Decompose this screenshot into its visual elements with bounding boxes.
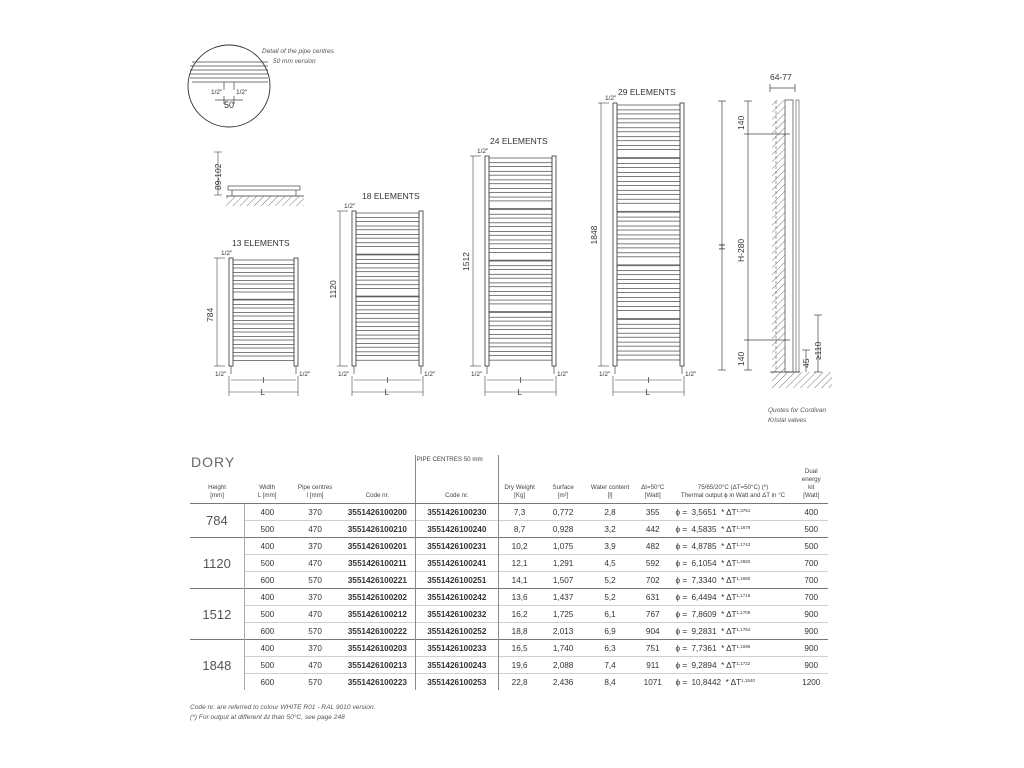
width-cell: 500: [244, 657, 290, 674]
water-cell: 6,1: [586, 606, 634, 623]
delta-t: * ΔT: [721, 626, 737, 636]
delta-t: * ΔT: [721, 609, 737, 619]
watt-cell: 482: [634, 538, 672, 555]
dual-kit-cell: 900: [795, 657, 829, 674]
side-caption-2: Kristal valves: [768, 417, 807, 424]
water-cell: 8,4: [586, 674, 634, 691]
detail-pipe-centres: 50: [224, 100, 235, 110]
weight-cell: 7,3: [499, 504, 541, 521]
height-cell: 1120: [190, 538, 244, 589]
width-cell: 500: [244, 606, 290, 623]
code-cell: 3551426100221: [340, 572, 415, 589]
radiator-4: [589, 87, 697, 397]
water-cell: 4,5: [586, 555, 634, 572]
footnotes: [190, 703, 375, 723]
radiator-elements-label: 24 ELEMENTS: [490, 136, 548, 146]
bottom-pipe-right: 1/2": [557, 371, 569, 378]
exponent: 1,1722: [736, 660, 751, 666]
width-cell: 600: [244, 623, 290, 640]
table-row: [190, 623, 828, 640]
width-cell: 500: [244, 521, 290, 538]
coefficient: 9,2831: [691, 626, 717, 636]
exponent: 1,1660: [736, 575, 751, 581]
exponent: 1,1696: [736, 643, 751, 649]
dual-kit-cell: 400: [795, 504, 829, 521]
surface-cell: 0,772: [540, 504, 586, 521]
pipe-centres-cell: 470: [290, 521, 340, 538]
header-width: Width L [mm]: [244, 467, 290, 504]
surface-cell: 2,013: [540, 623, 586, 640]
table-row: [190, 538, 828, 555]
code-cell: 3551426100203: [340, 640, 415, 657]
dual-kit-cell: 500: [795, 521, 829, 538]
code2-cell: 3551426100230: [415, 504, 498, 521]
phi-symbol: ϕ =: [675, 609, 688, 619]
code-cell: 3551426100200: [340, 504, 415, 521]
radiator-1: [205, 238, 311, 397]
phi-symbol: ϕ =: [675, 626, 688, 636]
pipe-centres-note: PIPE CENTRES 50 mm: [415, 455, 498, 467]
pipe-centres-cell: 470: [290, 555, 340, 572]
bottom-pipe-right: 1/2": [424, 371, 436, 378]
coefficient: 6,1054: [691, 558, 717, 568]
exponent: 1,2693: [736, 558, 751, 564]
code-cell: 3551426100213: [340, 657, 415, 674]
pipe-centres-cell: 570: [290, 674, 340, 691]
brand-title: DORY: [191, 453, 236, 470]
watt-cell: 702: [634, 572, 672, 589]
wall-mount-detail: [213, 152, 304, 206]
weight-cell: 18,8: [499, 623, 541, 640]
phi-symbol: ϕ =: [675, 507, 688, 517]
delta-t: * ΔT: [721, 558, 737, 568]
code2-cell: 3551426100251: [415, 572, 498, 589]
code-cell: 3551426100222: [340, 623, 415, 640]
header-surface: Surface [m²]: [540, 467, 586, 504]
radiator-elements-label: 18 ELEMENTS: [362, 191, 420, 201]
code2-cell: 3551426100241: [415, 555, 498, 572]
height-cell: 784: [190, 504, 244, 538]
width-cell: 400: [244, 504, 290, 521]
top-pipe-label: 1/2": [477, 148, 489, 155]
code-cell: 3551426100201: [340, 538, 415, 555]
phi-symbol: ϕ =: [675, 643, 688, 653]
footnote-colour: Code nr. are referred to colour WHITE R01 - RAL 9010 version.: [190, 704, 376, 711]
exponent: 1,1716: [736, 592, 751, 598]
side-caption-1: Quotes for Cordivan: [768, 407, 827, 414]
exponent: 1,1705: [736, 609, 751, 615]
bottom-pipe-right: 1/2": [685, 371, 697, 378]
pipe-centre-detail: [188, 45, 335, 127]
watt-cell: 355: [634, 504, 672, 521]
surface-cell: 0,928: [540, 521, 586, 538]
pipe-centres-cell: 570: [290, 572, 340, 589]
pipe-centres-cell: 470: [290, 657, 340, 674]
radiator-elements-label: 13 ELEMENTS: [232, 238, 290, 248]
exponent: 1,1679: [736, 524, 751, 530]
radiator-elements-label: 29 ELEMENTS: [618, 87, 676, 97]
width-cell: 400: [244, 538, 290, 555]
surface-cell: 1,725: [540, 606, 586, 623]
coefficient: 3,5651: [691, 507, 717, 517]
delta-t: * ΔT: [721, 575, 737, 585]
bottom-pipe-left: 1/2": [215, 371, 227, 378]
delta-t: * ΔT: [725, 677, 742, 687]
delta-t: * ΔT: [721, 660, 737, 670]
table-row: [190, 606, 828, 623]
exponent: 1,1764: [736, 626, 751, 632]
exponent: 1,1743: [736, 541, 751, 547]
table-row: [190, 521, 828, 538]
dual-kit-cell: 500: [795, 538, 829, 555]
delta-t: * ΔT: [721, 507, 737, 517]
table-row: [190, 674, 828, 691]
outer-width-label: L: [260, 388, 265, 397]
weight-cell: 14,1: [499, 572, 541, 589]
coefficient: 7,3340: [691, 575, 717, 585]
inner-width-label: l: [647, 376, 650, 385]
pipe-centres-cell: 370: [290, 538, 340, 555]
side-valve-offset: 45: [801, 358, 811, 368]
phi-symbol: ϕ =: [675, 524, 688, 534]
water-cell: 3,9: [586, 538, 634, 555]
surface-cell: 1,507: [540, 572, 586, 589]
detail-caption-2: 50 mm version: [273, 58, 316, 65]
weight-cell: 13,6: [499, 589, 541, 606]
footnote-output: (*) For output at different Δt than 50°C, see page 248: [190, 714, 345, 721]
weight-cell: 22,8: [499, 674, 541, 691]
side-top-width: 64-77: [770, 72, 792, 82]
surface-cell: 1,075: [540, 538, 586, 555]
code-cell: 3551426100223: [340, 674, 415, 691]
header-pipe-centres: Pipe centres l [mm]: [290, 467, 340, 504]
table-row: [190, 657, 828, 674]
pipe-centres-cell: 370: [290, 589, 340, 606]
delta-t: * ΔT: [721, 541, 737, 551]
water-cell: 2,8: [586, 504, 634, 521]
thermal-cell: [672, 674, 795, 691]
thermal-cell: [672, 538, 795, 555]
code2-cell: 3551426100252: [415, 623, 498, 640]
thermal-cell: [672, 555, 795, 572]
spec-table: [190, 455, 828, 690]
table-row: [190, 640, 828, 657]
bottom-pipe-right: 1/2": [299, 371, 311, 378]
header-code: Code nr.: [340, 467, 415, 504]
phi-symbol: ϕ =: [675, 558, 688, 568]
dual-kit-cell: 900: [795, 623, 829, 640]
outer-width-label: L: [384, 388, 389, 397]
pipe-centres-cell: 570: [290, 623, 340, 640]
coefficient: 4,5835: [691, 524, 717, 534]
dual-kit-cell: 700: [795, 589, 829, 606]
outer-width-label: L: [517, 388, 522, 397]
detail-caption-1: Detail of the pipe centres: [262, 48, 334, 55]
coefficient: 10,8442: [691, 677, 722, 687]
side-height: H: [717, 243, 727, 250]
pipe-centres-cell: 470: [290, 606, 340, 623]
width-cell: 400: [244, 640, 290, 657]
exponent: 1,1540: [741, 677, 755, 683]
top-pipe-label: 1/2": [221, 250, 233, 257]
top-pipe-label: 1/2": [605, 95, 617, 102]
surface-cell: 2,436: [540, 674, 586, 691]
height-cell: 1512: [190, 589, 244, 640]
weight-cell: 10,2: [499, 538, 541, 555]
watt-cell: 767: [634, 606, 672, 623]
radiator-front-views: [205, 87, 697, 397]
weight-cell: 8,7: [499, 521, 541, 538]
outer-width-label: L: [645, 388, 650, 397]
header-code2: Code nr.: [415, 467, 498, 504]
table-row: [190, 589, 828, 606]
thermal-cell: [672, 521, 795, 538]
surface-cell: 1,740: [540, 640, 586, 657]
watt-cell: 911: [634, 657, 672, 674]
coefficient: 9,2894: [691, 660, 717, 670]
radiator-height-label: 1120: [328, 280, 338, 299]
table-row: [190, 555, 828, 572]
delta-t: * ΔT: [721, 592, 737, 602]
water-cell: 6,3: [586, 640, 634, 657]
dual-kit-cell: 700: [795, 555, 829, 572]
header-thermal: 75/65/20°C (ΔT=50°C) (*) Thermal output ϕ in Watt and ΔT in °C: [672, 467, 795, 504]
weight-cell: 16,2: [499, 606, 541, 623]
watt-cell: 904: [634, 623, 672, 640]
code2-cell: 3551426100242: [415, 589, 498, 606]
header-dual: Dual energy kit [Watt]: [795, 467, 829, 504]
water-cell: 7,4: [586, 657, 634, 674]
pipe-centres-cell: 370: [290, 640, 340, 657]
detail-pipe-left: 1/2": [211, 89, 223, 96]
header-delta: Δt=50°C [Watt]: [634, 467, 672, 504]
coefficient: 4,8785: [691, 541, 717, 551]
dual-kit-cell: 900: [795, 640, 829, 657]
radiator-height-label: 1848: [589, 225, 599, 245]
width-cell: 600: [244, 572, 290, 589]
dual-kit-cell: 900: [795, 606, 829, 623]
table-row: [190, 572, 828, 589]
code2-cell: 3551426100253: [415, 674, 498, 691]
top-pipe-label: 1/2": [344, 203, 356, 210]
code-cell: 3551426100211: [340, 555, 415, 572]
width-cell: 500: [244, 555, 290, 572]
coefficient: 7,8609: [691, 609, 717, 619]
header-water: Water content [l]: [586, 467, 634, 504]
delta-t: * ΔT: [721, 643, 737, 653]
thermal-cell: [672, 504, 795, 521]
bottom-pipe-left: 1/2": [599, 371, 611, 378]
exponent: 1,3761: [736, 507, 751, 513]
dual-kit-cell: 1200: [795, 674, 829, 691]
surface-cell: 2,088: [540, 657, 586, 674]
water-cell: 5,2: [586, 572, 634, 589]
phi-symbol: ϕ =: [675, 592, 688, 602]
width-cell: 600: [244, 674, 290, 691]
coefficient: 7,7361: [691, 643, 717, 653]
inner-width-label: l: [519, 376, 522, 385]
header-weight: Dry Weight [Kg]: [499, 467, 541, 504]
surface-cell: 1,437: [540, 589, 586, 606]
radiator-2: [328, 191, 436, 397]
watt-cell: 592: [634, 555, 672, 572]
radiator-height-label: 784: [205, 307, 215, 322]
inner-width-label: l: [386, 376, 389, 385]
phi-symbol: ϕ =: [675, 575, 688, 585]
side-floor-clearance: ≥110: [813, 341, 823, 360]
coefficient: 6,4494: [691, 592, 717, 602]
thermal-cell: [672, 623, 795, 640]
wall-depth-label: 89-102: [213, 163, 223, 190]
side-bracket-span: H-280: [736, 238, 746, 262]
thermal-cell: [672, 572, 795, 589]
thermal-cell: [672, 657, 795, 674]
code-cell: 3551426100210: [340, 521, 415, 538]
weight-cell: 12,1: [499, 555, 541, 572]
bottom-pipe-left: 1/2": [338, 371, 350, 378]
pipe-centres-cell: 370: [290, 504, 340, 521]
height-cell: 1848: [190, 640, 244, 691]
delta-t: * ΔT: [721, 524, 737, 534]
code-cell: 3551426100212: [340, 606, 415, 623]
detail-pipe-right: 1/2": [236, 89, 248, 96]
radiator-3: [461, 136, 569, 397]
bottom-pipe-left: 1/2": [471, 371, 483, 378]
watt-cell: 751: [634, 640, 672, 657]
code2-cell: 3551426100231: [415, 538, 498, 555]
phi-symbol: ϕ =: [675, 677, 688, 687]
header-height: Height [mm]: [190, 467, 244, 504]
weight-cell: 19,6: [499, 657, 541, 674]
phi-symbol: ϕ =: [675, 660, 688, 670]
thermal-cell: [672, 589, 795, 606]
code2-cell: 3551426100240: [415, 521, 498, 538]
code2-cell: 3551426100243: [415, 657, 498, 674]
side-bottom-bracket: 140: [736, 351, 746, 366]
radiator-height-label: 1512: [461, 252, 471, 271]
watt-cell: 1071: [634, 674, 672, 691]
width-cell: 400: [244, 589, 290, 606]
detail-circle: [188, 45, 270, 127]
thermal-cell: [672, 606, 795, 623]
detail-bars: [190, 62, 268, 104]
dual-kit-cell: 700: [795, 572, 829, 589]
surface-cell: 1,291: [540, 555, 586, 572]
thermal-cell: [672, 640, 795, 657]
weight-cell: 16,5: [499, 640, 541, 657]
water-cell: 5,2: [586, 589, 634, 606]
watt-cell: 631: [634, 589, 672, 606]
phi-symbol: ϕ =: [675, 541, 688, 551]
watt-cell: 442: [634, 521, 672, 538]
code2-cell: 3551426100232: [415, 606, 498, 623]
water-cell: 6,9: [586, 623, 634, 640]
code-cell: 3551426100202: [340, 589, 415, 606]
side-top-bracket: 140: [736, 115, 746, 130]
inner-width-label: l: [262, 376, 265, 385]
code2-cell: 3551426100233: [415, 640, 498, 657]
water-cell: 3,2: [586, 521, 634, 538]
table-row: [190, 504, 828, 521]
